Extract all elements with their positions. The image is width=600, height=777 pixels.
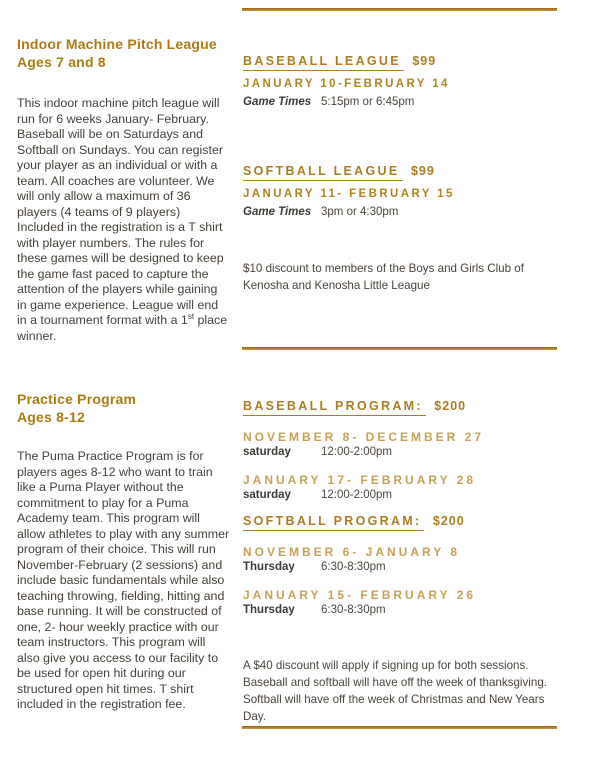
softball-league-name: SOFTBALL LEAGUE bbox=[243, 164, 403, 181]
baseball-program-price: $200 bbox=[434, 399, 467, 413]
baseball-league-title-row bbox=[243, 52, 563, 70]
softball-league-dates: JANUARY 11- FEBRUARY 15 bbox=[243, 188, 455, 200]
game-times-value: 3pm or 4:30pm bbox=[321, 206, 399, 218]
session-dates: JANUARY 15- FEBRUARY 26 bbox=[243, 588, 477, 602]
divider-middle bbox=[242, 347, 557, 350]
game-times-value: 5:15pm or 6:45pm bbox=[321, 96, 415, 108]
session-schedule-row bbox=[243, 489, 563, 501]
baseball-program-block bbox=[243, 397, 563, 501]
softball-league-title-row bbox=[243, 162, 563, 180]
session-dates: NOVEMBER 6- JANUARY 8 bbox=[243, 545, 461, 559]
session-day: saturday bbox=[243, 446, 291, 458]
practice-program-heading bbox=[17, 391, 232, 426]
session-time: 6:30-8:30pm bbox=[321, 604, 386, 616]
session-day: Thursday bbox=[243, 561, 295, 573]
baseball-league-block bbox=[243, 52, 563, 108]
league-discount-note: $10 discount to members of the Boys and Girls Club of Kenosha and Kenosha Little League bbox=[243, 261, 524, 292]
machine-pitch-heading-line2: Ages 7 and 8 bbox=[17, 53, 106, 70]
game-times-label: Game Times bbox=[243, 96, 312, 108]
machine-pitch-heading-line1: Indoor Machine Pitch League bbox=[17, 36, 217, 52]
softball-program-title-row bbox=[243, 512, 563, 530]
baseball-league-times-row bbox=[243, 96, 563, 108]
practice-program-description: The Puma Practice Program is for players ages 8-12 who want to train like a Puma Player without the commitment to play for a Puma Academy team. This program will allow athletes to play with any summer program of their choice. This will run November-February (2 sessions) and include basic fundamentals while also teaching throwing, fielding, hitting and base running. It will be constructed of one, 2- hour weekly practice with our team instructors. This program will also give you access to our facility to be used for open hit during our structured open hit times. T shirt included in the registration fee. bbox=[17, 449, 230, 712]
program-discount-note: A $40 discount will apply if signing up for both sessions. Baseball and softball will have off the week of thanksgiving. Softball will have off the week of Christmas and New Years Day. bbox=[243, 658, 547, 723]
session-schedule-row bbox=[243, 561, 563, 573]
machine-pitch-description-text: This indoor machine pitch league will run for 6 weeks January- February. Baseball will be on Saturdays and Softball on Sundays. You can register your player as an individual or with a team. All coaches are volunteer. We will only allow a maximum of 36 players (4 teams of 9 players) Included in the registration is a T shirt with player numbers. The rules for these games will be designed to keep the game fast paced to capture the attention of the players while gaining in game experience. League will end in a tournament format with a 1 bbox=[17, 96, 224, 328]
baseball-league-dates: JANUARY 10-FEBRUARY 14 bbox=[243, 78, 450, 90]
session-dates: JANUARY 17- FEBRUARY 28 bbox=[243, 473, 477, 487]
softball-program-price: $200 bbox=[432, 514, 465, 528]
session-day: saturday bbox=[243, 489, 291, 501]
session-schedule-row bbox=[243, 446, 563, 458]
baseball-league-name: BASEBALL LEAGUE bbox=[243, 54, 404, 71]
softball-program-session-1 bbox=[243, 545, 563, 573]
baseball-program-name: BASEBALL PROGRAM: bbox=[243, 399, 426, 416]
session-dates: NOVEMBER 8- DECEMBER 27 bbox=[243, 430, 485, 444]
softball-league-block bbox=[243, 162, 563, 218]
session-schedule-row bbox=[243, 604, 563, 616]
machine-pitch-description bbox=[17, 96, 230, 344]
machine-pitch-description-tail: place winner. bbox=[17, 313, 228, 343]
machine-pitch-heading bbox=[17, 36, 232, 71]
baseball-league-price: $99 bbox=[412, 54, 437, 68]
baseball-program-session-1 bbox=[243, 430, 563, 458]
practice-program-heading-line1: Practice Program bbox=[17, 391, 137, 407]
game-times-label: Game Times bbox=[243, 206, 312, 218]
softball-league-price: $99 bbox=[410, 164, 435, 178]
softball-league-times-row bbox=[243, 206, 563, 218]
baseball-program-session-2 bbox=[243, 473, 563, 501]
session-time: 12:00-2:00pm bbox=[321, 489, 392, 501]
session-time: 12:00-2:00pm bbox=[321, 446, 392, 458]
practice-program-heading-line2: Ages 8-12 bbox=[17, 408, 85, 425]
session-day: Thursday bbox=[243, 604, 295, 616]
divider-bottom bbox=[242, 726, 557, 729]
softball-program-name: SOFTBALL PROGRAM: bbox=[243, 514, 424, 531]
divider-top bbox=[242, 8, 557, 11]
baseball-program-title-row bbox=[243, 397, 563, 415]
softball-program-session-2 bbox=[243, 588, 563, 616]
ordinal-superscript: st bbox=[187, 312, 195, 322]
session-time: 6:30-8:30pm bbox=[321, 561, 386, 573]
softball-program-block bbox=[243, 512, 563, 616]
